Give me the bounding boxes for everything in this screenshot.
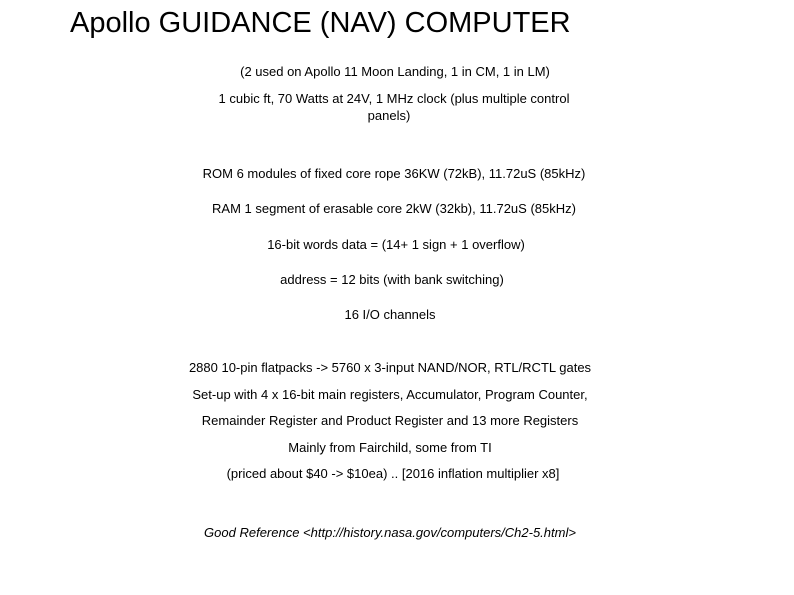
slide-subtitle: (2 used on Apollo 11 Moon Landing, 1 in CM, 1 in LM)	[240, 64, 550, 79]
manufacturer-note: Mainly from Fairchild, some from TI	[288, 440, 492, 455]
registers-line-2: Remainder Register and Product Register and 13 more Registers	[201, 413, 579, 428]
specs-line-1: 1 cubic ft, 70 Watts at 24V, 1 MHz clock (plus multiple control	[218, 91, 570, 106]
slide-title: Apollo GUIDANCE (NAV) COMPUTER	[70, 7, 571, 39]
gates-spec: 2880 10-pin flatpacks -> 5760 x 3-input NAND/NOR, RTL/RCTL gates	[188, 360, 592, 375]
ram-spec: RAM 1 segment of erasable core 2kW (32kb), 11.72uS (85kHz)	[212, 201, 576, 216]
address-spec: address = 12 bits (with bank switching)	[280, 272, 504, 287]
specs-line-2: panels)	[367, 108, 411, 123]
price-note: (priced about $40 -> $10ea) .. [2016 inflation multiplier x8]	[226, 466, 560, 481]
io-channels-spec: 16 I/O channels	[344, 307, 436, 322]
rom-spec: ROM 6 modules of fixed core rope 36KW (72kB), 11.72uS (85kHz)	[202, 166, 586, 181]
word-size-spec: 16-bit words data = (14+ 1 sign + 1 overflow)	[267, 237, 525, 252]
registers-line-1: Set-up with 4 x 16-bit main registers, Accumulator, Program Counter,	[192, 387, 588, 402]
reference-link[interactable]: Good Reference <http://history.nasa.gov/computers/Ch2-5.html>	[204, 525, 576, 540]
